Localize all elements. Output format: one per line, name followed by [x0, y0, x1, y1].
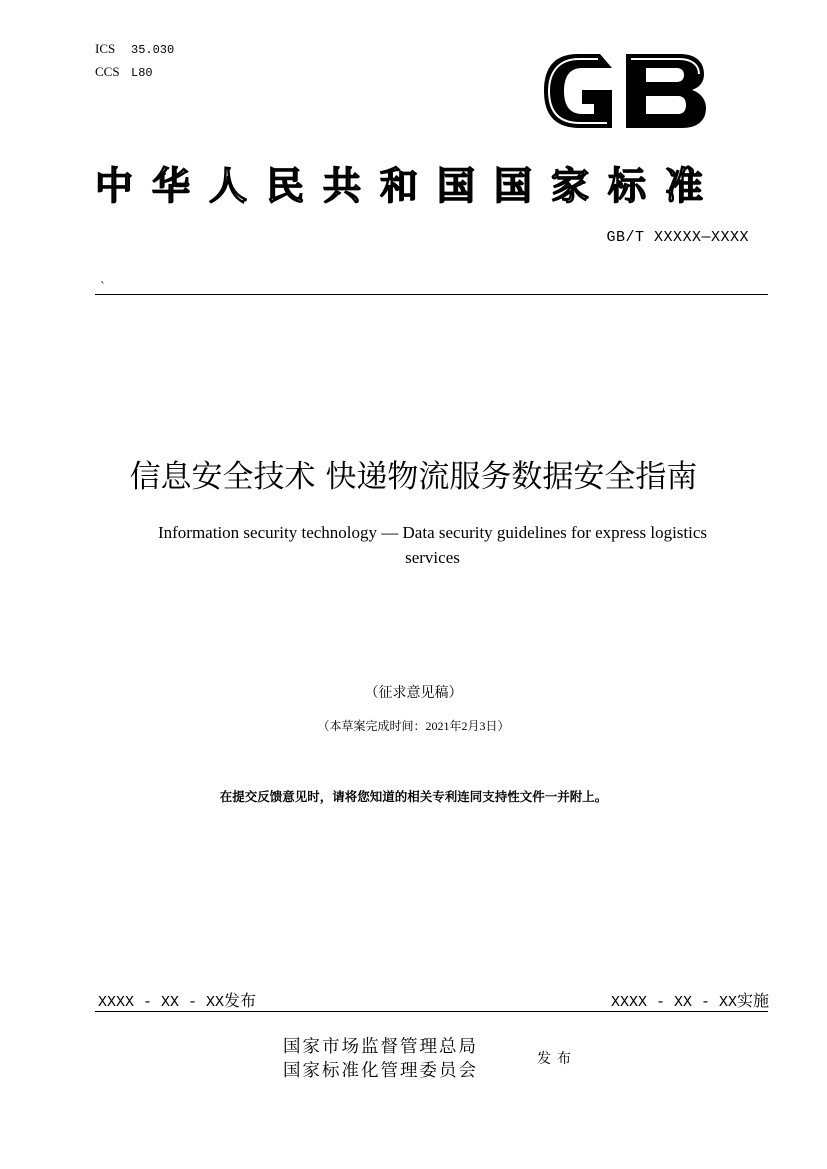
draft-date: （本草案完成时间：2021年2月3日）	[317, 719, 510, 733]
gb-logo-icon	[540, 50, 708, 132]
ccs-label: CCS	[95, 64, 120, 79]
issue-label: 发布	[537, 1051, 577, 1067]
title-english-line1: Information security technology — Data security guidelines for express logistics	[157, 523, 708, 542]
gb-logo	[540, 50, 708, 136]
bottom-divider	[95, 1011, 768, 1012]
implement-date-code: XXXX - XX - XX	[610, 994, 737, 1011]
publish-label: 发布	[224, 991, 257, 1010]
issuing-organizations	[283, 1035, 478, 1083]
ccs-row	[95, 61, 174, 84]
title-english-line2: services	[405, 548, 460, 567]
tick-mark: `	[100, 280, 106, 294]
ics-label: ICS	[95, 41, 116, 56]
ics-row	[95, 38, 174, 61]
title-chinese: 信息安全技术 快递物流服务数据安全指南	[129, 459, 698, 495]
ics-value: 35.030	[131, 43, 175, 57]
top-divider	[95, 294, 768, 295]
implement-date	[611, 988, 769, 1011]
standard-number: GB/T XXXXX—XXXX	[606, 229, 749, 246]
issuer-samr: 国家市场监督管理总局	[283, 1037, 478, 1057]
publish-date	[98, 988, 256, 1011]
classification-codes	[95, 38, 174, 84]
draft-status: （征求意见稿）	[364, 686, 463, 701]
ccs-value: L80	[131, 66, 153, 80]
title-english	[100, 520, 765, 570]
implement-label: 实施	[736, 991, 769, 1010]
patent-notice: 在提交反馈意见时，请将您知道的相关专利连同支持性文件一并附上。	[219, 789, 608, 804]
issuer-sac: 国家标准化管理委员会	[283, 1061, 478, 1081]
national-standard-heading: 中华人民共和国国家标准	[95, 163, 723, 208]
publish-date-code: XXXX - XX - XX	[98, 994, 225, 1011]
